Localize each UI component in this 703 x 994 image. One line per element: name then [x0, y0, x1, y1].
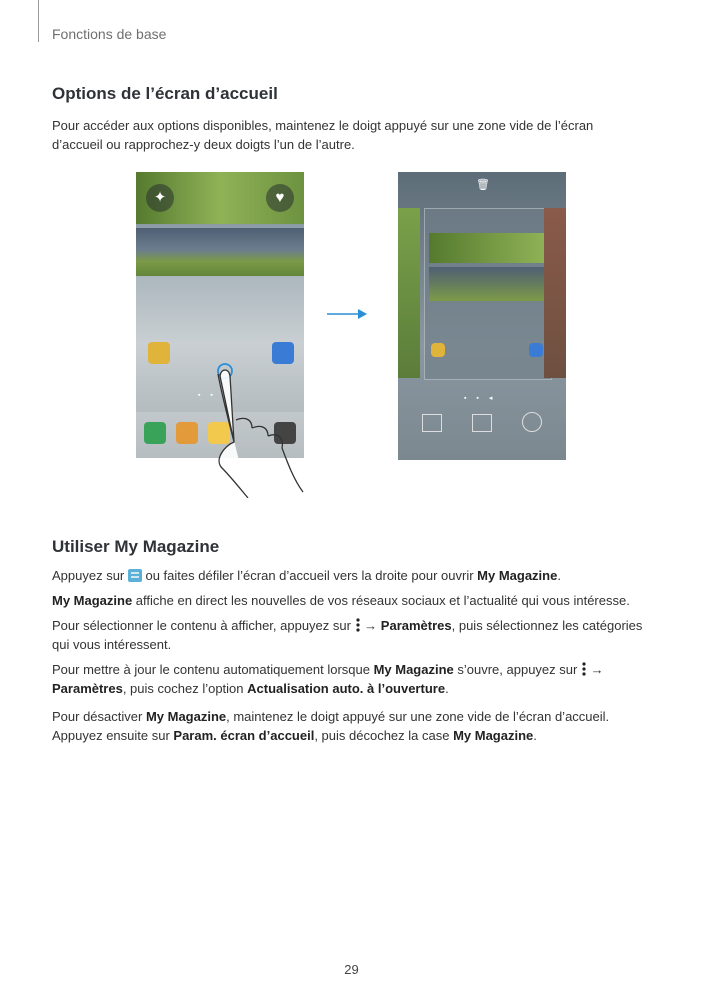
paragraph-1	[52, 566, 662, 585]
text: .	[445, 681, 449, 696]
text: Appuyez ensuite sur	[52, 728, 174, 743]
section-title-home-options: Options de l’écran d’accueil	[52, 84, 278, 103]
text: My Magazine	[477, 568, 558, 583]
text: ou faites défiler l’écran d’accueil vers la droite pour ouvrir	[141, 568, 478, 583]
text: My Magazine	[52, 593, 133, 608]
heart-rate-icon: ♥	[266, 184, 294, 212]
settings-icon	[522, 412, 542, 432]
wallpapers-icon	[422, 414, 442, 432]
right-page-preview	[544, 208, 566, 378]
text: Actualisation auto. à l’ouverture	[247, 681, 446, 696]
app-icon	[431, 343, 445, 357]
fitness-widget	[136, 172, 304, 224]
text: affiche en direct les nouvelles de vos réseaux sociaux et l’actualité qui vous intéresse.	[132, 593, 630, 608]
intro-line-1: Pour accéder aux options disponibles, maintenez le doigt appuyé sur une zone vide de l’écran	[52, 118, 594, 133]
text: , puis cochez l’option	[122, 681, 248, 696]
text: My Magazine	[145, 709, 227, 724]
text: .	[533, 728, 537, 743]
chapter-title: Fonctions de base	[52, 26, 167, 42]
intro-line-2: d’accueil ou rapprochez-y deux doigts l’un de l’autre.	[52, 137, 355, 152]
transition-arrow-icon	[327, 307, 367, 321]
hand-gesture-icon	[208, 356, 318, 498]
paragraph-5	[52, 707, 662, 745]
text: Param. écran d’accueil	[173, 728, 315, 743]
paragraph-4	[52, 660, 662, 698]
current-page-preview	[424, 208, 552, 380]
chapter-rule	[38, 0, 39, 42]
text: , puis décochez la case	[314, 728, 454, 743]
text: , puis sélectionnez les catégories qui vous intéressent.	[52, 618, 643, 652]
page-number: 29	[344, 962, 359, 977]
text: →	[360, 618, 381, 633]
contacts-icon	[176, 422, 198, 444]
page-indicator: ▪ ▪ ◂	[464, 395, 497, 402]
app-icon	[148, 342, 170, 364]
app-icon	[529, 343, 543, 357]
edit-mode-illustration	[398, 172, 566, 460]
text: s’ouvre, appuyez sur	[453, 662, 581, 677]
text: Pour désactiver	[52, 709, 146, 724]
text: Appuyez sur	[52, 568, 128, 583]
text: My Magazine	[373, 662, 454, 677]
text: , maintenez le doigt appuyé sur une zone vide de l’écran d’accueil.	[226, 709, 610, 724]
paragraph-2	[52, 591, 662, 610]
text: Paramètres	[52, 681, 123, 696]
text: .	[557, 568, 561, 583]
shoe-icon: ✦	[146, 184, 174, 212]
text: My Magazine	[453, 728, 534, 743]
section-title-my-magazine: Utiliser My Magazine	[52, 537, 220, 556]
trash-icon: 🗑	[476, 179, 490, 191]
widgets-icon	[472, 414, 492, 432]
left-page-preview	[398, 208, 420, 378]
page-indicator: ▪ ▪	[198, 392, 217, 399]
intro-paragraph	[52, 116, 662, 154]
paragraph-3	[52, 616, 662, 654]
phone-icon	[144, 422, 166, 444]
text: Pour sélectionner le contenu à afficher, appuyez sur	[52, 618, 355, 633]
text: Pour mettre à jour le contenu automatiquement lorsque	[52, 662, 374, 677]
magazine-icon	[128, 569, 142, 582]
weather-widget	[136, 228, 304, 276]
text: Paramètres	[380, 618, 452, 633]
text: →	[586, 662, 604, 677]
